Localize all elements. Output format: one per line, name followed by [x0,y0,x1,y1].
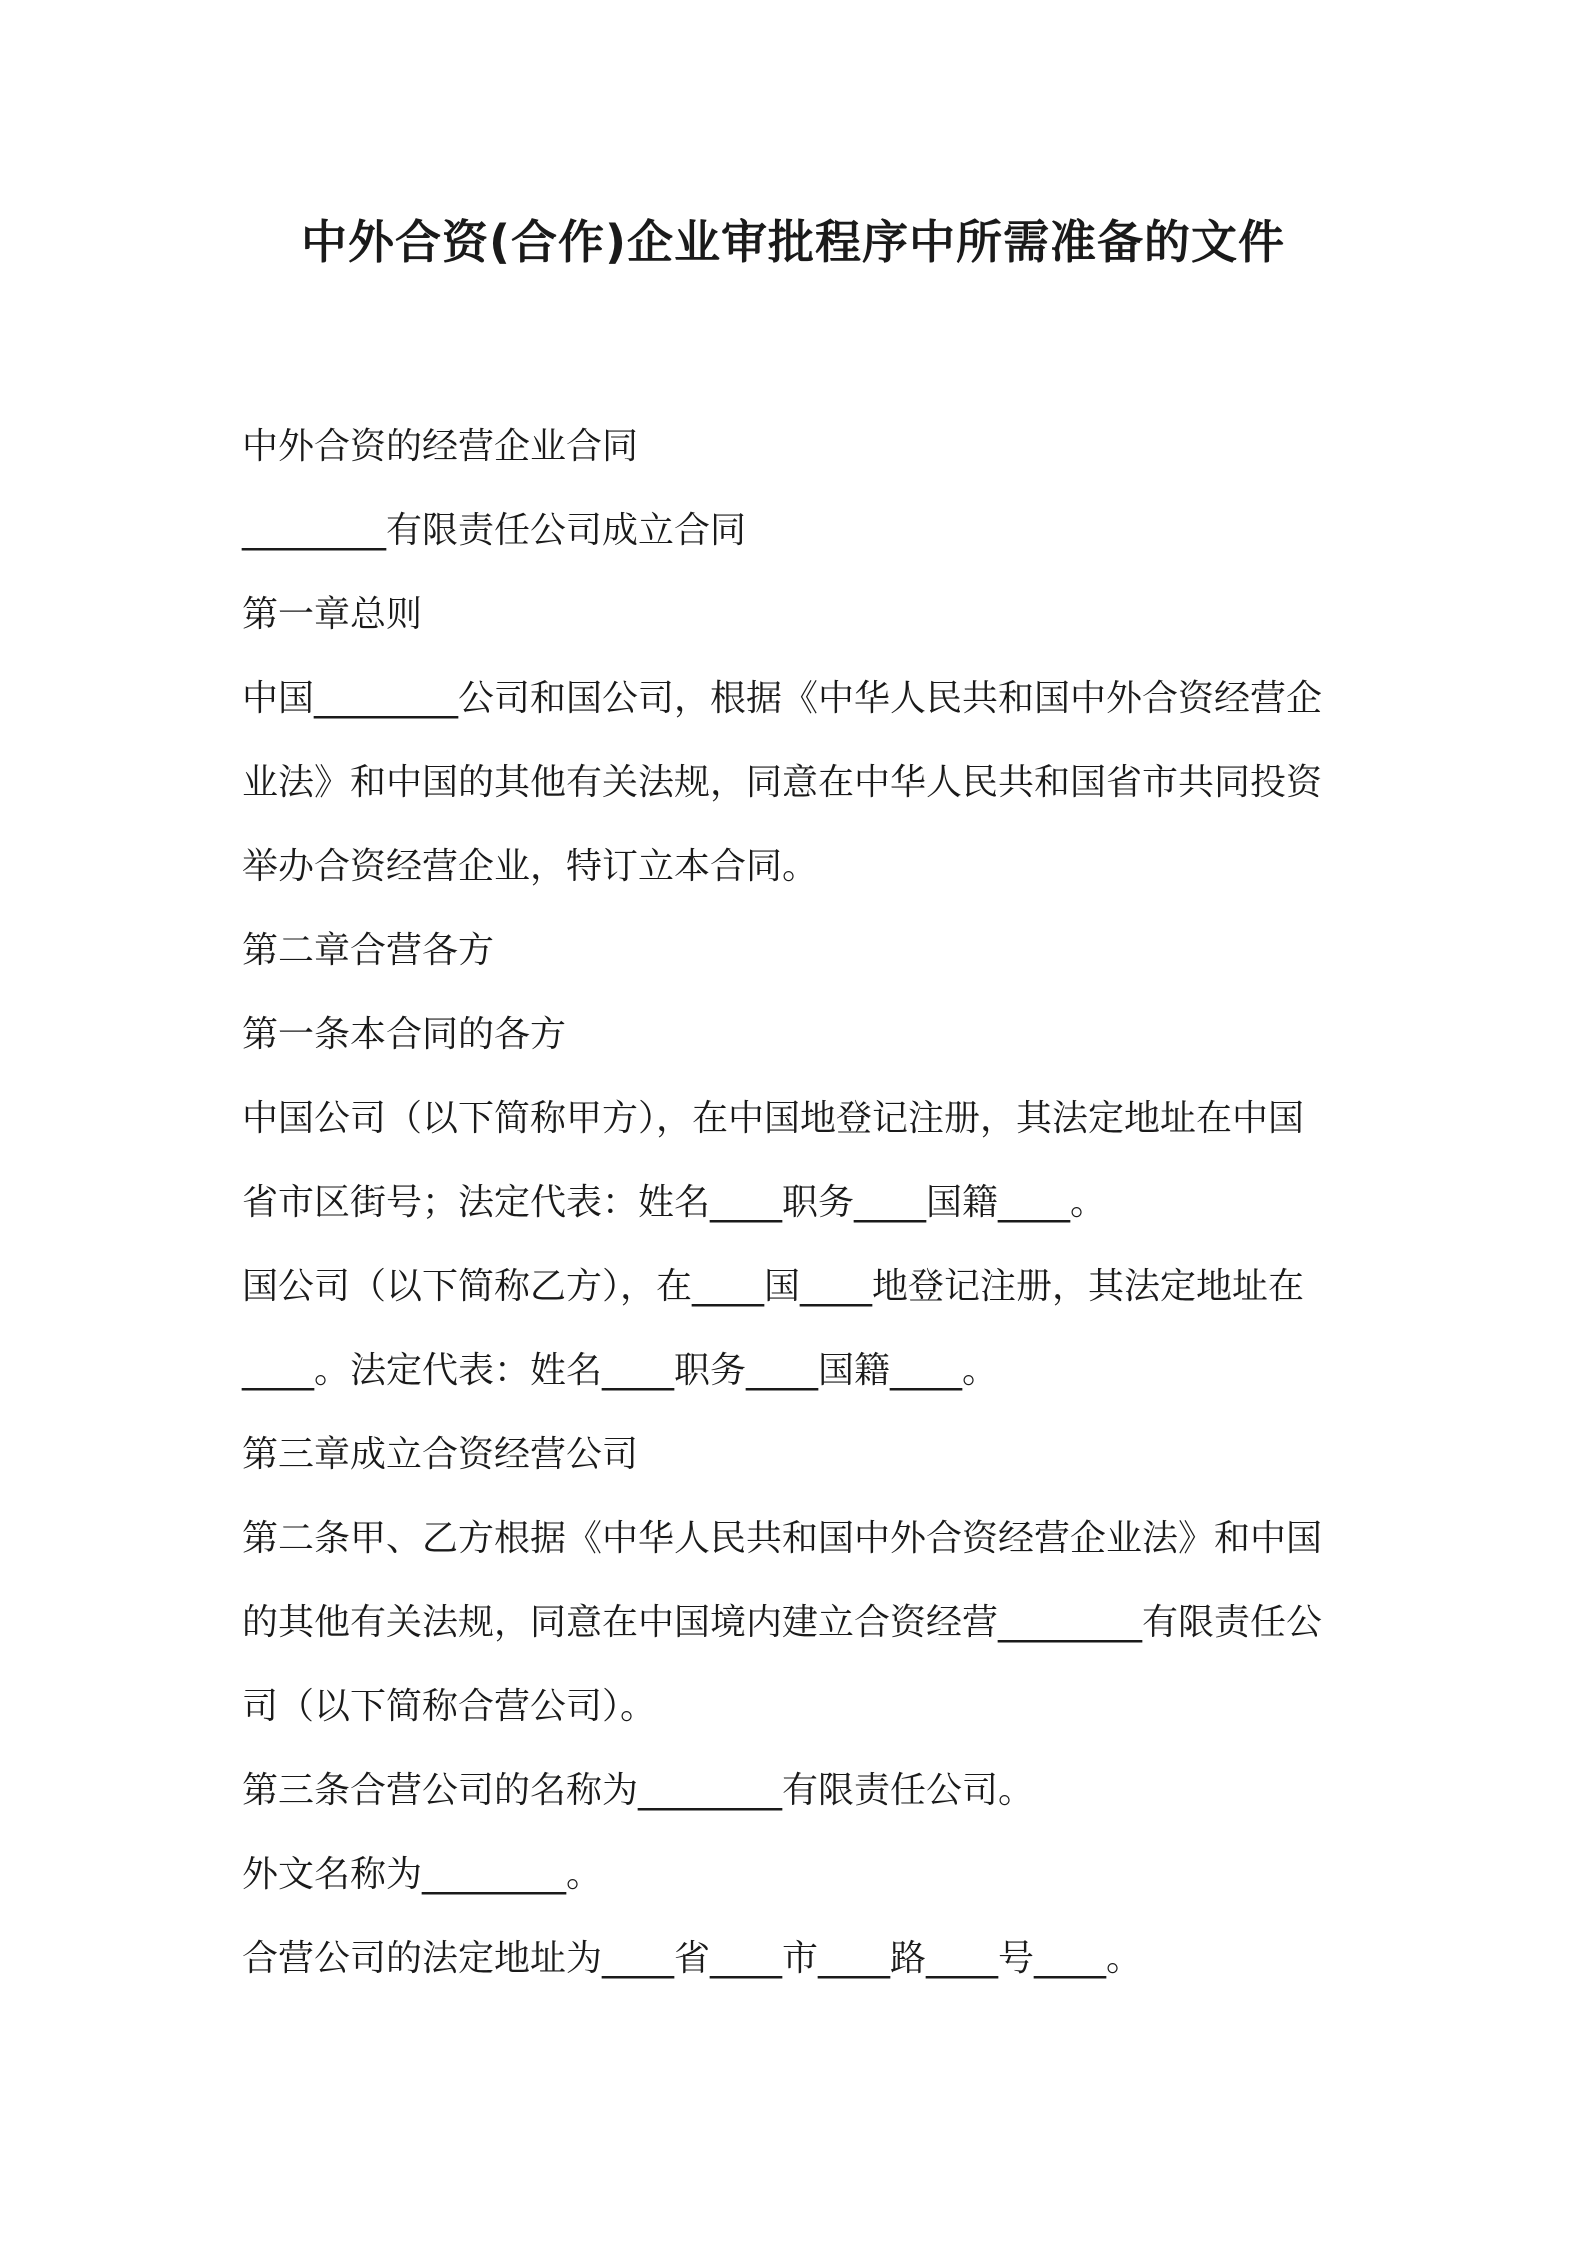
document-body [242,405,1357,2001]
document-title: 中外合资(合作)企业审批程序中所需准备的文件 [300,215,1286,269]
party-a-line-1: 中国公司（以下简称甲方），在中国地登记注册，其法定地址在中国 [242,1098,1305,1139]
chapter-1-heading: 第一章总则 [242,594,423,635]
legal-address-line: 合营公司的法定地址为____省____市____路____号____。 [242,1938,1143,1979]
preamble-line-1: 中国________公司和国公司，根据《中华人民共和国中外合资经营企 [242,678,1323,719]
preamble-line-3: 举办合资经营企业，特订立本合同。 [242,846,819,887]
foreign-name-line: 外文名称为________。 [242,1854,603,1895]
article-2-line-1: 第二条甲、乙方根据《中华人民共和国中外合资经营企业法》和中国 [242,1518,1323,1559]
party-b-line-2: ____。法定代表：姓名____职务____国籍____。 [242,1350,999,1391]
party-b-line-1: 国公司（以下简称乙方），在____国____地登记注册，其法定地址在 [242,1266,1305,1307]
contract-type-heading: 中外合资的经营企业合同 [242,426,639,467]
chapter-2-heading: 第二章合营各方 [242,930,495,971]
article-1-heading: 第一条本合同的各方 [242,1014,567,1055]
article-2-line-2: 的其他有关法规，同意在中国境内建立合资经营________有限责任公 [242,1602,1323,1643]
chapter-3-heading: 第三章成立合资经营公司 [242,1434,639,1475]
contract-name-line: ________有限责任公司成立合同 [242,510,747,551]
article-2-line-3: 司（以下简称合营公司）。 [242,1686,657,1727]
preamble-line-2: 业法》和中国的其他有关法规，同意在中华人民共和国省市共同投资 [242,762,1323,803]
article-3-line: 第三条合营公司的名称为________有限责任公司。 [242,1770,1035,1811]
party-a-line-2: 省市区街号；法定代表：姓名____职务____国籍____。 [242,1182,1107,1223]
